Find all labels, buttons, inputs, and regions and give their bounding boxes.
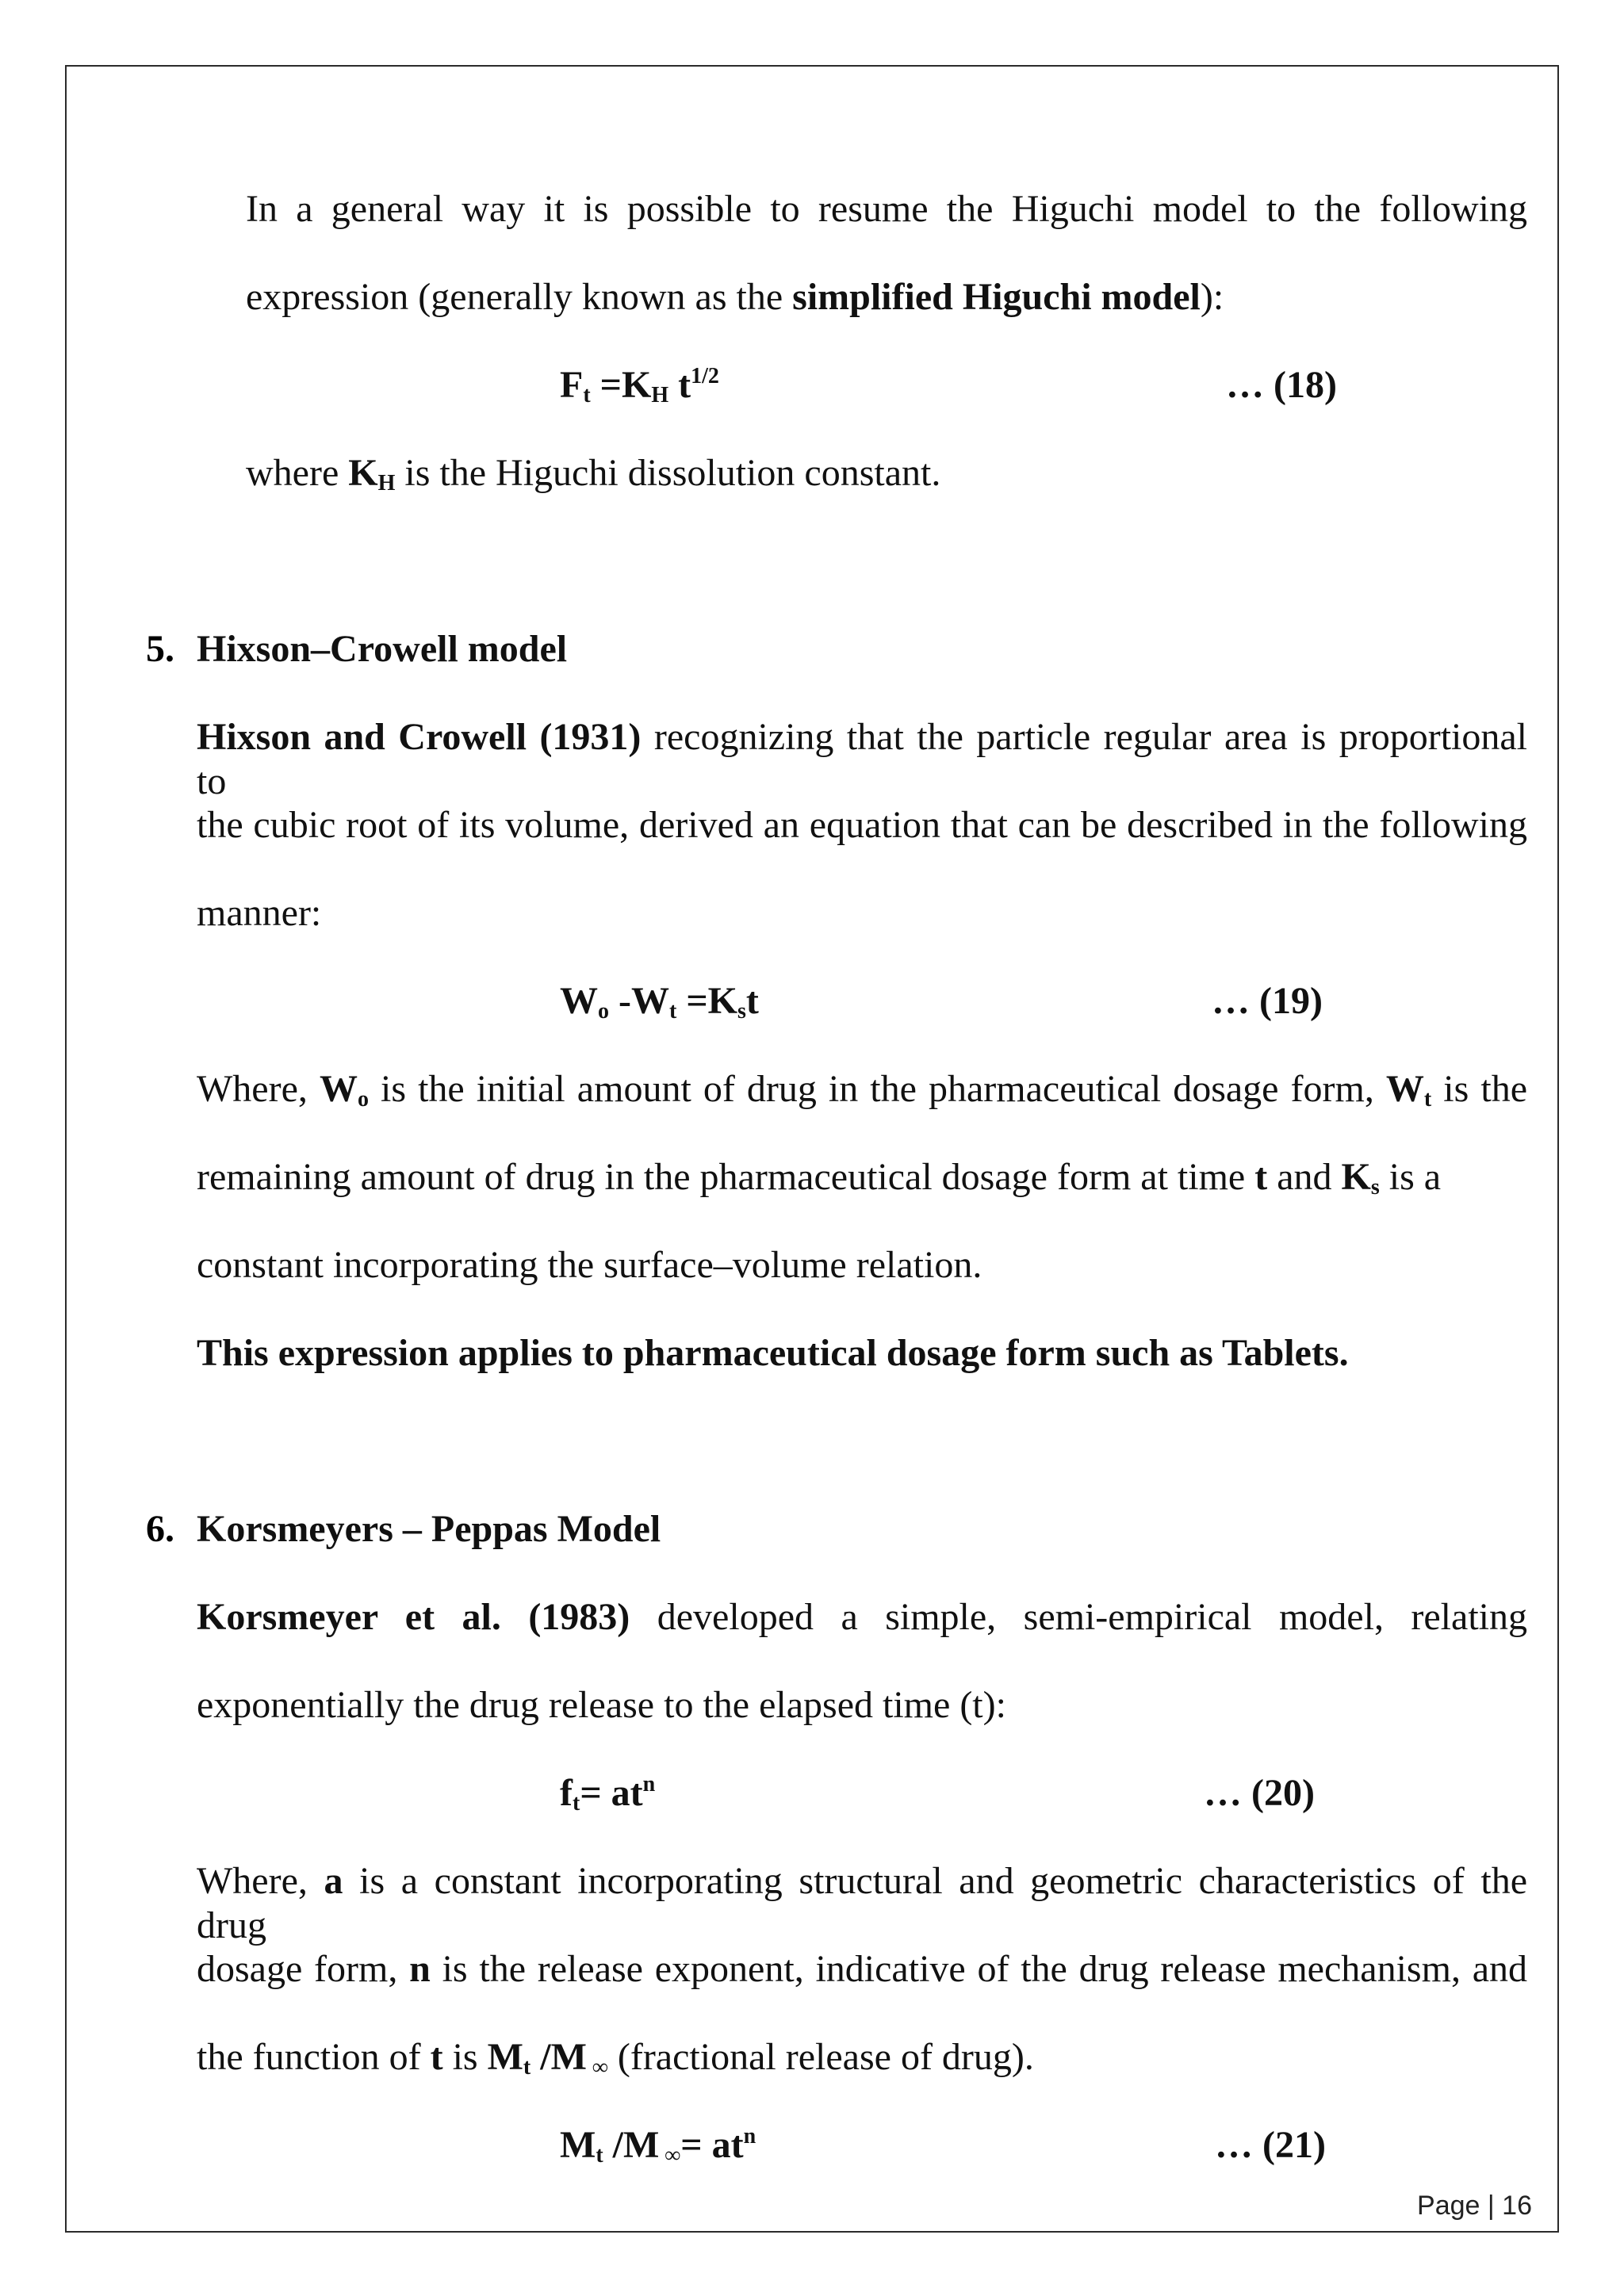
hixson-paragraph-line-1: Hixson and Crowell (1931) recognizing that the particle regular area is proportional to [197, 716, 1527, 802]
equation-19: $W_o$ $-W_t =K_st$ [560, 980, 759, 1024]
hixson-paragraph-line-2: the cubic root of its volume, derived an equation that can be described in the following [197, 804, 1527, 846]
section-5-number: 5. [146, 628, 174, 670]
higuchi-paragraph-line-2: expression (generally known as the simplified Higuchi model): [246, 276, 1224, 318]
hixson-note: This expression applies to pharmaceutical dosage form such as Tablets. [197, 1332, 1349, 1374]
section-6-heading: Korsmeyers – Peppas Model [197, 1508, 661, 1550]
equation-18-number: … (18) [1226, 364, 1337, 406]
equation-18: $F_t =K_H$ $t^{1/2}$ [560, 364, 719, 408]
section-5-heading: Hixson–Crowell model [197, 628, 568, 670]
korsmeyer-definition-line-1: Where, a is a constant incorporating structural and geometric characteristics of the drug [197, 1860, 1528, 1946]
higuchi-where-line: where $K_H$ is the Higuchi dissolution constant. [246, 452, 941, 496]
hixson-definition-line-2: remaining amount of drug in the pharmaceutical dosage form at time t and $K_s$ is a [197, 1156, 1442, 1200]
hixson-definition-line-3: constant incorporating the surface–volume relation. [197, 1244, 982, 1286]
korsmeyer-paragraph-line-2: exponentially the drug release to the elapsed time (t): [197, 1684, 1006, 1726]
hixson-paragraph-line-3: manner: [197, 892, 322, 934]
equation-21: $M_t$ /M $_\infty= at^n$ [560, 2124, 756, 2168]
hixson-definition-line-1: Where, $W_o$ is the initial amount of drug in the pharmaceutical dosage form, $W_t$ is the [197, 1068, 1527, 1112]
korsmeyer-paragraph-line-1: Korsmeyer et al. (1983) developed a simple, semi-empirical model, relating [197, 1596, 1527, 1638]
equation-21-number: … (21) [1215, 2124, 1326, 2166]
korsmeyer-definition-line-3: the function of t is $M_t$ /M $_\infty$ (fractional release of drug). [197, 2036, 1034, 2080]
korsmeyer-definition-line-2: dosage form, n is the release exponent, indicative of the drug release mechanism, and [197, 1948, 1528, 1990]
section-6-number: 6. [146, 1508, 174, 1550]
higuchi-paragraph-line-1: In a general way it is possible to resume the Higuchi model to the following [246, 188, 1527, 230]
equation-19-number: … (19) [1212, 980, 1323, 1022]
equation-20-number: … (20) [1204, 1772, 1315, 1814]
equation-20: $f_t= at^n$ [560, 1772, 656, 1816]
page-number: Page | 16 [1417, 2191, 1532, 2221]
